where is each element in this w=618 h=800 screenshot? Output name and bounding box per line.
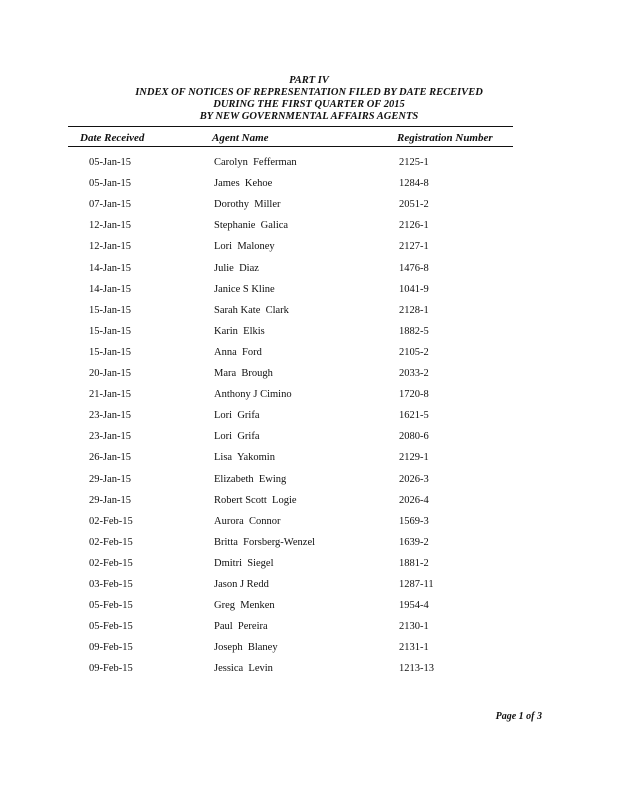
row-agent-name: Lisa Yakomin — [214, 452, 275, 464]
row-registration-number: 1284-8 — [399, 178, 429, 190]
row-registration-number: 2105-2 — [399, 346, 429, 358]
column-header-registration: Registration Number — [397, 132, 493, 144]
row-agent-name: Elizabeth Ewing — [214, 473, 287, 485]
table-row — [0, 452, 618, 466]
row-agent-name: Anna Ford — [214, 346, 262, 358]
row-registration-number: 1882-5 — [399, 325, 429, 337]
row-date: 26-Jan-15 — [89, 452, 131, 464]
row-agent-name: Jessica Levin — [214, 663, 273, 675]
row-registration-number: 1287-11 — [399, 579, 434, 590]
table-row — [0, 347, 618, 361]
row-registration-number: 2026-3 — [399, 473, 429, 485]
row-registration-number: 1476-8 — [399, 262, 429, 274]
row-registration-number: 1954-4 — [399, 600, 429, 612]
table-row — [0, 263, 618, 277]
row-agent-name: Dorothy Miller — [214, 199, 281, 211]
row-registration-number: 2130-1 — [399, 621, 429, 633]
row-date: 15-Jan-15 — [89, 304, 131, 316]
row-date: 09-Feb-15 — [89, 642, 133, 654]
row-date: 23-Jan-15 — [89, 410, 131, 422]
column-header-agent: Agent Name — [212, 132, 269, 144]
row-date: 20-Jan-15 — [89, 368, 131, 379]
row-agent-name: Joseph Blaney — [214, 642, 278, 654]
table-row — [0, 178, 618, 192]
title-period: DURING THE FIRST QUARTER OF 2015 — [213, 99, 405, 110]
row-registration-number: 1569-3 — [399, 515, 429, 527]
table-row — [0, 558, 618, 572]
row-agent-name: James Kehoe — [214, 178, 273, 190]
row-agent-name: Dmitri Siegel — [214, 557, 274, 569]
row-registration-number: 1720-8 — [399, 389, 429, 401]
row-agent-name: Greg Menken — [214, 600, 275, 612]
row-date: 15-Jan-15 — [89, 325, 131, 337]
table-row — [0, 579, 618, 593]
header-top-rule — [68, 126, 513, 127]
column-header-date: Date Received — [80, 132, 145, 144]
row-agent-name: Anthony J Cimino — [214, 389, 292, 401]
table-row — [0, 474, 618, 488]
row-date: 29-Jan-15 — [89, 473, 131, 485]
row-agent-name: Sarah Kate Clark — [214, 304, 289, 316]
title-agents: BY NEW GOVERNMENTAL AFFAIRS AGENTS — [199, 111, 419, 122]
title-part: PART IV — [289, 75, 329, 86]
table-row — [0, 326, 618, 340]
table-row — [0, 431, 618, 445]
row-registration-number: 1621-5 — [399, 410, 429, 422]
row-date: 05-Jan-15 — [89, 178, 131, 190]
row-agent-name: Robert Scott Logie — [214, 494, 297, 506]
row-registration-number: 2127-1 — [399, 241, 429, 253]
table-row — [0, 516, 618, 530]
row-registration-number: 1639-2 — [399, 536, 429, 548]
table-row — [0, 284, 618, 298]
table-row — [0, 621, 618, 635]
row-date: 12-Jan-15 — [89, 220, 131, 232]
row-date: 09-Feb-15 — [89, 663, 133, 675]
row-date: 23-Jan-15 — [89, 431, 131, 443]
row-registration-number: 2131-1 — [399, 642, 429, 654]
row-agent-name: Mara Brough — [214, 368, 273, 379]
row-agent-name: Karin Elkis — [214, 325, 265, 337]
row-registration-number: 1213-13 — [399, 663, 434, 675]
table-row — [0, 600, 618, 614]
table-row — [0, 410, 618, 424]
table-row — [0, 389, 618, 403]
title-index: INDEX OF NOTICES OF REPRESENTATION FILED BY DATE RECEIVED — [135, 87, 483, 98]
row-agent-name: Julie Diaz — [214, 262, 259, 274]
table-row — [0, 157, 618, 171]
table-row — [0, 663, 618, 677]
table-row — [0, 241, 618, 255]
row-date: 05-Feb-15 — [89, 600, 133, 612]
row-agent-name: Lori Maloney — [214, 241, 275, 253]
row-registration-number: 2026-4 — [399, 494, 429, 506]
row-agent-name: Janice S Kline — [214, 283, 275, 295]
row-date: 02-Feb-15 — [89, 536, 133, 548]
row-agent-name: Stephanie Galica — [214, 220, 289, 232]
row-agent-name: Paul Pereira — [214, 621, 268, 633]
row-registration-number: 2125-1 — [399, 157, 429, 168]
row-registration-number: 1881-2 — [399, 557, 429, 569]
row-registration-number: 2033-2 — [399, 368, 429, 379]
row-date: 21-Jan-15 — [89, 389, 131, 401]
row-date: 05-Feb-15 — [89, 621, 133, 633]
row-agent-name: Carolyn Fefferman — [214, 157, 297, 168]
row-agent-name: Aurora Connor — [214, 515, 281, 527]
row-date: 02-Feb-15 — [89, 557, 133, 569]
row-date: 29-Jan-15 — [89, 494, 131, 506]
row-date: 14-Jan-15 — [89, 262, 131, 274]
table-row — [0, 305, 618, 319]
table-row — [0, 537, 618, 551]
table-row — [0, 368, 618, 382]
row-date: 02-Feb-15 — [89, 515, 133, 527]
row-date: 07-Jan-15 — [89, 199, 131, 211]
row-registration-number: 1041-9 — [399, 283, 429, 295]
row-registration-number: 2129-1 — [399, 452, 429, 464]
row-registration-number: 2126-1 — [399, 220, 429, 232]
header-bottom-rule — [68, 146, 513, 147]
row-agent-name: Britta Forsberg-Wenzel — [214, 536, 316, 548]
table-row — [0, 220, 618, 234]
page-number: Page 1 of 3 — [495, 711, 542, 722]
table-row — [0, 642, 618, 656]
row-date: 12-Jan-15 — [89, 241, 131, 253]
row-registration-number: 2080-6 — [399, 431, 429, 443]
row-registration-number: 2128-1 — [399, 304, 429, 316]
row-date: 14-Jan-15 — [89, 283, 131, 295]
row-agent-name: Lori Grifa — [214, 410, 260, 422]
row-date: 05-Jan-15 — [89, 157, 131, 168]
row-date: 15-Jan-15 — [89, 346, 131, 358]
row-date: 03-Feb-15 — [89, 579, 133, 590]
table-row — [0, 495, 618, 509]
table-row — [0, 199, 618, 213]
row-registration-number: 2051-2 — [399, 199, 429, 211]
row-agent-name: Jason J Redd — [214, 579, 269, 590]
row-agent-name: Lori Grifa — [214, 431, 260, 443]
